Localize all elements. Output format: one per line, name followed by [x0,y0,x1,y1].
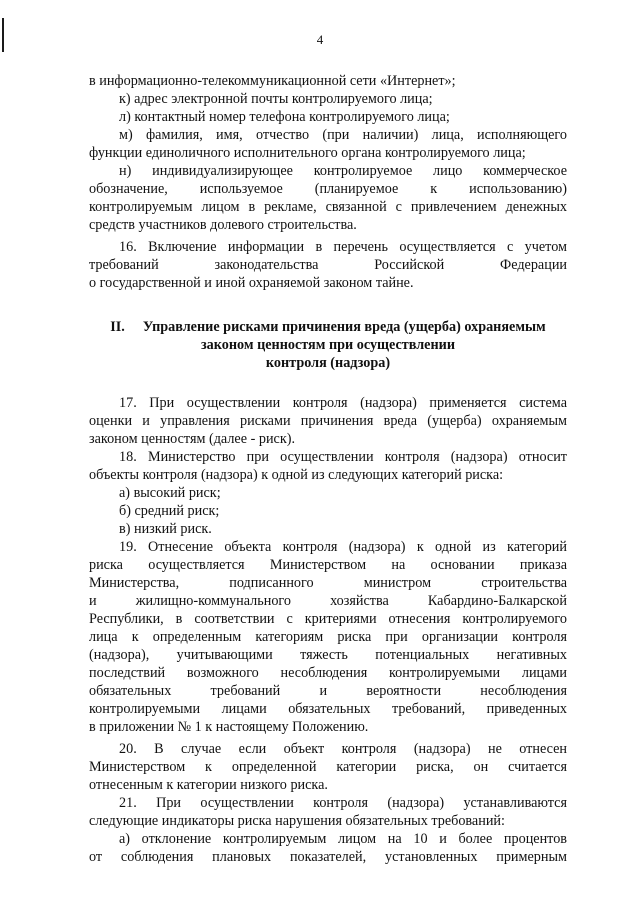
text-line: от соблюдения плановых показателей, установленных примерным [89,849,567,865]
text-line: м) фамилия, имя, отчество (при наличии) лица, исполняющего [119,127,567,143]
text-line: отнесенным к категории низкого риска. [89,777,328,793]
section-heading-line-1 [89,318,567,336]
text-line: а) высокий риск; [119,485,221,501]
document-body [89,72,567,866]
text-line: 17. При осуществлении контроля (надзора) применяется система [119,395,567,411]
text-line: (надзора), учитывающими тяжесть потенциальных негативных [89,647,567,663]
section-title-line-2: законом ценностям при осуществлении [200,337,456,353]
text-line: последствий возможного несоблюдения контролируемыми лицами [89,665,567,681]
section-number: II. [110,319,125,335]
text-line: л) контактный номер телефона контролируемого лица; [119,109,450,125]
text-line: лица к определенным категориям риска при организации контроля [89,629,567,645]
text-line: в приложении № 1 к настоящему Положению. [89,719,369,735]
paragraphs-20-21 [89,740,567,866]
page-number: 4 [316,32,324,47]
text-line: Министерством к определенной категории риска, он считается [89,759,567,775]
text-line: 18. Министерство при осуществлении контроля (надзора) относит [119,449,567,465]
text-line: 21. При осуществлении контроля (надзора) устанавливаются [119,795,567,811]
text-line: контролируемым лицом в рекламе, связанной с привлечением денежных [89,199,567,215]
text-line: законом ценностям (далее - риск). [89,431,295,447]
text-line: 20. В случае если объект контроля (надзора) не отнесен [119,741,567,757]
paragraph-19 [89,538,567,736]
section-title-line-1: Управление рисками причинения вреда (ущерба) охраняемым [142,319,546,335]
text-line: оценки и управления рисками причинения вреда (ущерба) охраняемым [89,413,567,429]
text-line: обозначение, используемое (планируемое к использованию) [89,181,567,197]
paragraph-contact-list [89,72,567,234]
text-line: средств участников долевого строительства. [89,217,357,233]
text-line: риска осуществляется Министерством на основании приказа [89,557,567,573]
text-line: объекты контроля (надзора) к одной из следующих категорий риска: [89,467,504,483]
text-line: Министерства, подписанного министром строительства [89,575,567,591]
text-line: Республики, в соответствии с критериями отнесения контролируемого [89,611,567,627]
text-line: и жилищно-коммунального хозяйства Кабардино-Балкарской [89,593,567,609]
text-line: функции единоличного исполнительного органа контролируемого лица; [89,145,526,161]
section-heading [89,318,567,372]
text-line: в) низкий риск. [119,521,212,537]
text-line: требований законодательства Российской Федерации [89,257,567,273]
text-line: контролируемыми лицами обязательных требований, приведенных [89,701,567,717]
text-line: 19. Отнесение объекта контроля (надзора) к одной из категорий [119,539,567,555]
text-line: в информационно-телекоммуникационной сети «Интернет»; [89,73,456,89]
text-line: б) средний риск; [119,503,220,519]
paragraph-16 [89,238,567,292]
text-line: 16. Включение информации в перечень осуществляется с учетом [119,239,567,255]
text-line: следующие индикаторы риска нарушения обязательных требований: [89,813,505,829]
section-title-line-3: контроля (надзора) [265,355,391,371]
text-line: обязательных требований и вероятности несоблюдения [89,683,567,699]
text-line: о государственной и иной охраняемой законом тайне. [89,275,414,291]
text-line: к) адрес электронной почты контролируемого лица; [119,91,433,107]
text-line: а) отклонение контролируемым лицом на 10 и более процентов [119,831,567,847]
paragraphs-17-18 [89,394,567,538]
text-line: н) индивидуализирующее контролируемое лицо коммерческое [119,163,567,179]
